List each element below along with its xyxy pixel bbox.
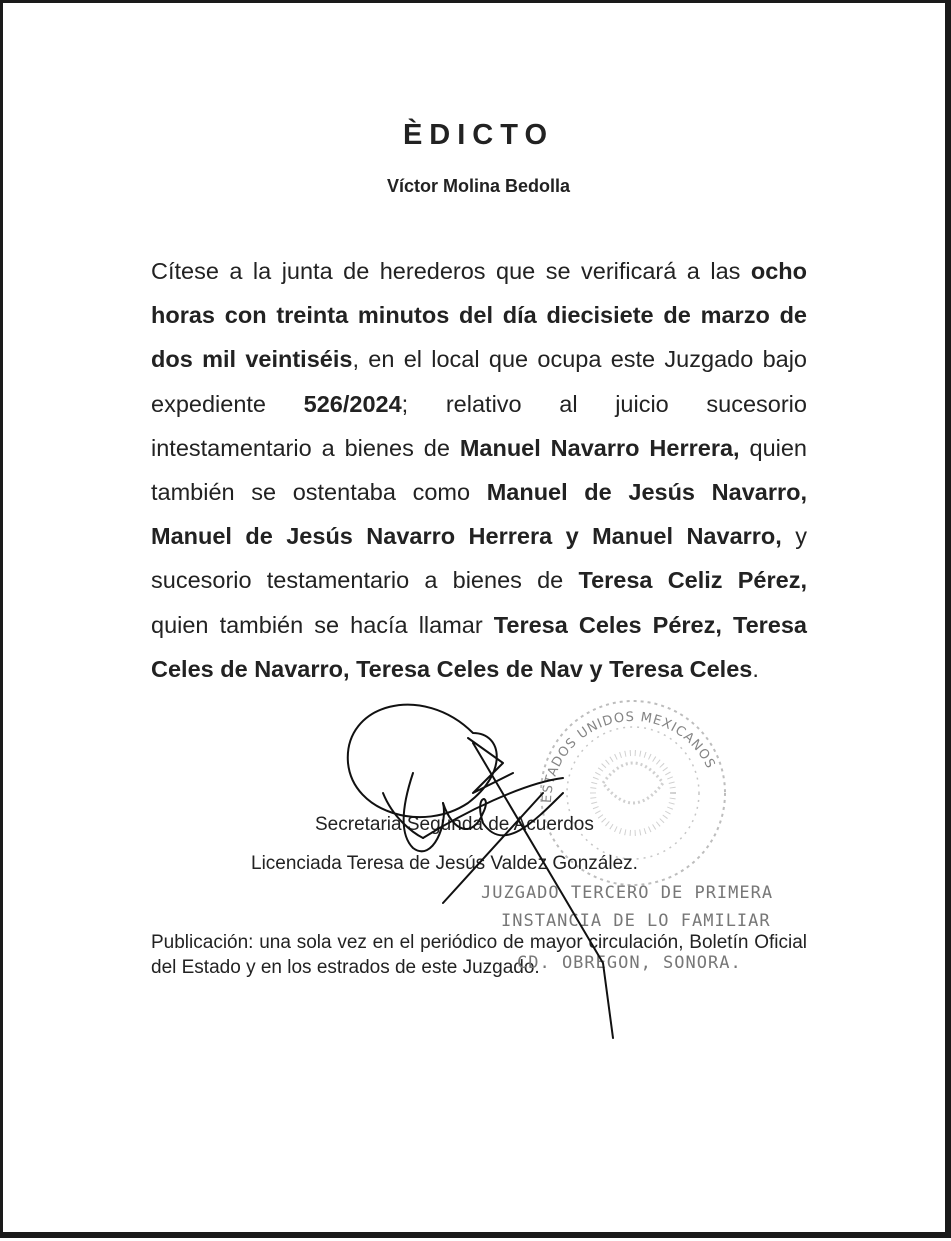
body-bold: Teresa Celes Pérez, Teresa Celes de Navarro, Teresa Celes de Nav y Teresa Celes	[151, 611, 807, 682]
body-text: .	[752, 655, 759, 682]
body-bold: ocho horas con treinta minutos del día diecisiete de marzo de dos mil veintiséis	[151, 258, 807, 373]
body-text: Cítese a la junta de herederos que se verificará a las	[151, 258, 751, 284]
body-text: , en el local que ocupa este Juzgado bajo expediente	[151, 346, 807, 417]
court-stamp-line-1: JUZGADO TERCERO DE PRIMERA	[481, 883, 774, 903]
court-stamp-line-2: INSTANCIA DE LO FAMILIAR	[501, 911, 771, 931]
signatory-name: Licenciada Teresa de Jesús Valdez González.	[251, 853, 638, 874]
document-title: ÈDICTO	[402, 119, 555, 151]
body-bold: Manuel Navarro Herrera,	[459, 434, 740, 461]
court-stamp-line-3: CD. OBREGON, SONORA.	[517, 953, 742, 973]
body-text: quien también se ostentaba como	[151, 434, 807, 506]
document-subtitle: Víctor Molina Bedolla	[386, 176, 571, 196]
body-bold: Manuel de Jesús Navarro, Manuel de Jesús Navarro Herrera y Manuel Navarro,	[151, 479, 808, 550]
seal-text-path: ESTADOS UNIDOS MEXICANOS	[539, 709, 718, 804]
signatory-role: Secretaria Segunda de Acuerdos	[315, 814, 594, 835]
body-text: y sucesorio testamentario a bienes de	[151, 523, 807, 594]
case-number: 526/2024	[303, 390, 402, 417]
body-text: ; relativo al juicio sucesorio intestamentario a bienes de	[151, 390, 807, 461]
body-bold: Teresa Celiz Pérez,	[578, 567, 807, 594]
publication-note: Publicación: una sola vez en el periódico de mayor circulación, Boletín Oficial del Estado y en los estrados de este Juzgado.	[151, 932, 807, 978]
handwritten-signature	[3, 3, 951, 1241]
body-text: quien también se hacía llamar	[151, 611, 494, 638]
